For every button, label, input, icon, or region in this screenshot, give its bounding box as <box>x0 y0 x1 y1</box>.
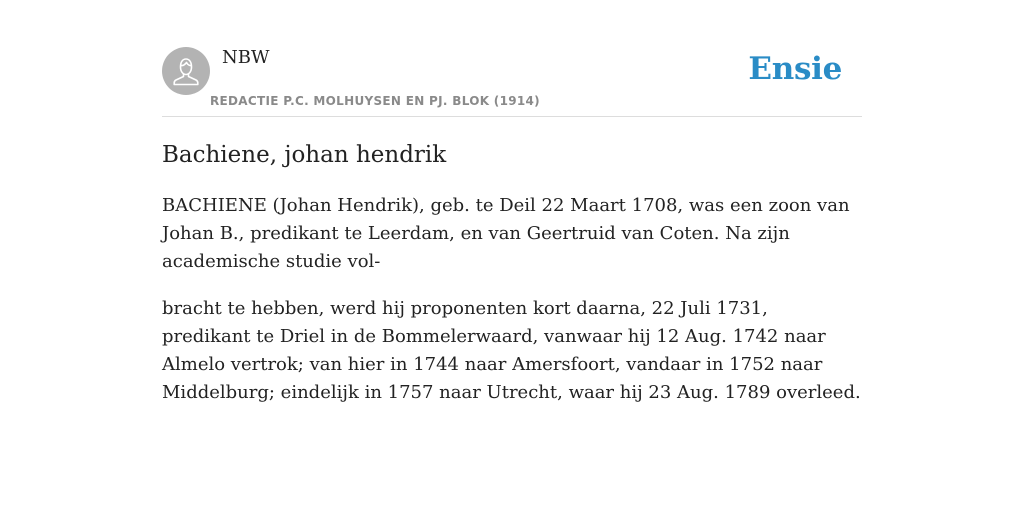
ensie-logo[interactable]: Ensie <box>748 51 842 87</box>
user-icon <box>162 47 210 95</box>
author-name[interactable]: NBW <box>222 47 270 68</box>
article-paragraph: bracht te hebben, werd hij proponenten kort daarna, 22 Juli 1731, predikant te Driel in de Bommelerwaard, vanwaar hij 12 Aug. 1742 naar Almelo vertrok; van hier in 1744 naar Amersfoort, vandaar in 1752 naar Middelburg; eindelijk in 1757 naar Utrecht, waar hij 23 Aug. 1789 overleed. <box>162 298 861 403</box>
author-subtitle: REDACTIE P.C. MOLHUYSEN EN PJ. BLOK (1914) <box>210 94 540 108</box>
article-paragraph: BACHIENE (Johan Hendrik), geb. te Deil 22 Maart 1708, was een zoon van Johan B., predikant te Leerdam, en van Geertruid van Coten. Na zijn academische studie vol- <box>162 195 850 272</box>
author-avatar[interactable] <box>162 47 210 95</box>
article-title: Bachiene, johan hendrik <box>162 142 447 168</box>
article-card <box>162 0 862 403</box>
article-header <box>162 0 862 117</box>
